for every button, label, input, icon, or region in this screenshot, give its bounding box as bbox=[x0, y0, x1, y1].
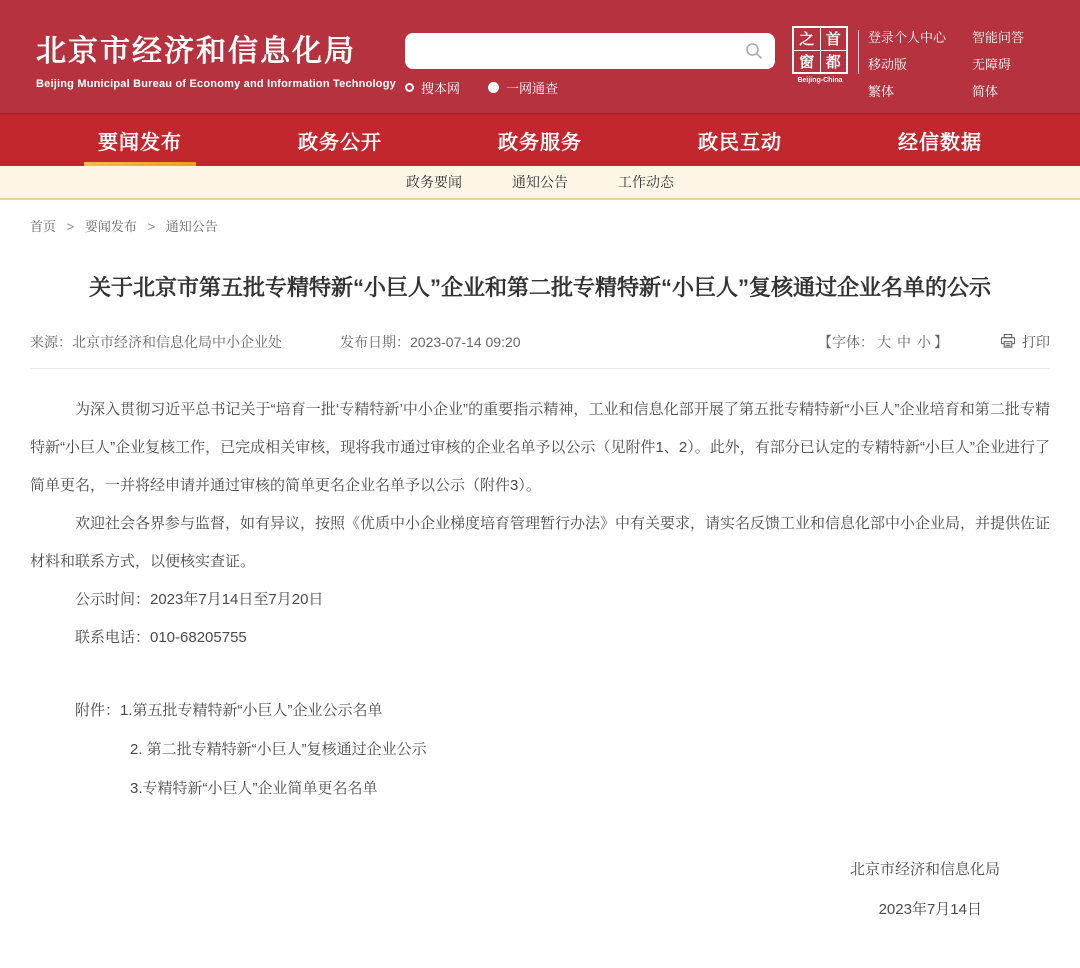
breadcrumb-home[interactable]: 首页 bbox=[30, 219, 57, 234]
site-title-english: Beijing Municipal Bureau of Economy and Information Technology bbox=[36, 78, 396, 90]
link-smart-qa[interactable]: 智能问答 bbox=[972, 30, 1025, 45]
search-box bbox=[405, 33, 775, 69]
scope-label: 一网通查 bbox=[506, 81, 559, 96]
nav-item-news-release[interactable] bbox=[40, 114, 240, 166]
subnav-item-notices[interactable]: 通知公告 bbox=[512, 174, 568, 190]
article-title: 关于北京市第五批专精特新“小巨人”企业和第二批专精特新“小巨人”复核通过企业名单的公示 bbox=[88, 275, 991, 300]
article-content bbox=[30, 391, 1050, 930]
search-icon[interactable] bbox=[745, 42, 763, 60]
subnav-item-work-updates[interactable]: 工作动态 bbox=[618, 174, 674, 190]
font-size-small-button[interactable]: 小 bbox=[917, 334, 931, 350]
contact-phone: 联系电话：010-68205755 bbox=[75, 629, 247, 646]
font-size-large-button[interactable]: 大 bbox=[877, 334, 891, 350]
attachment-2[interactable]: 2. 第二批专精特新“小巨人”复核通过企业公示 bbox=[130, 741, 427, 758]
meta-publish-date bbox=[340, 332, 521, 352]
seal-char: 都 bbox=[821, 51, 847, 73]
nav-label: 要闻发布 bbox=[98, 131, 182, 154]
link-traditional-chinese[interactable]: 繁体 bbox=[868, 84, 895, 99]
site-header bbox=[0, 0, 1080, 113]
nav-label: 政务服务 bbox=[498, 131, 582, 154]
font-size-controls bbox=[818, 332, 948, 352]
attachment-1[interactable]: 附件：1.第五批专精特新“小巨人”企业公示名单 bbox=[75, 702, 383, 719]
scope-option-site[interactable] bbox=[405, 78, 460, 97]
quick-links-column-1 bbox=[868, 27, 950, 100]
nav-item-economy-info-data[interactable] bbox=[840, 114, 1040, 166]
breadcrumb-notices[interactable]: 通知公告 bbox=[165, 219, 218, 234]
printer-icon bbox=[1000, 333, 1016, 352]
sub-navigation bbox=[0, 166, 1080, 200]
signature-date: 2023年7月14日 bbox=[878, 901, 982, 918]
font-size-medium-button[interactable]: 中 bbox=[897, 334, 911, 350]
font-controls-prefix: 【字体： bbox=[818, 334, 874, 350]
source-label: 来源： bbox=[30, 334, 72, 350]
paragraph: 为深入贯彻习近平总书记关于“培育一批‘专精特新’中小企业”的重要指示精神，工业和信息化部开展了第五批专精特新“小巨人”企业培育和第二批专精特新“小巨人”企业复核工作，已完成相关审核，现将我市通过审核的企业名单予以公示（见附件1、2）。此外，有部分已认定的专精特新“小巨人”企业进行了简单更名，一并将经申请并通过审核的简单更名企业名单予以公示（附件3）。 bbox=[30, 401, 1050, 494]
font-controls-suffix: 】 bbox=[934, 334, 948, 350]
link-accessibility[interactable]: 无障碍 bbox=[972, 57, 1012, 72]
meta-tools bbox=[818, 332, 1050, 352]
site-logo[interactable] bbox=[36, 26, 396, 90]
capital-window-seal-logo[interactable] bbox=[792, 26, 848, 84]
article-meta-row bbox=[30, 332, 1050, 369]
link-mobile-version[interactable]: 移动版 bbox=[868, 57, 908, 72]
attachment-3[interactable]: 3.专精特新“小巨人”企业简单更名名单 bbox=[130, 780, 378, 797]
link-login-center[interactable]: 登录个人中心 bbox=[868, 30, 947, 45]
attachments-list bbox=[30, 691, 1050, 808]
seal-grid-icon bbox=[792, 26, 848, 74]
publicity-period: 公示时间：2023年7月14日至7月20日 bbox=[75, 591, 324, 608]
scope-option-network[interactable] bbox=[488, 78, 558, 97]
breadcrumb-news-release[interactable]: 要闻发布 bbox=[84, 219, 137, 234]
nav-label: 经信数据 bbox=[898, 131, 982, 154]
nav-item-public-interaction[interactable] bbox=[640, 114, 840, 166]
site-title: 北京市经济和信息化局 bbox=[36, 35, 356, 68]
source-value: 北京市经济和信息化局中小企业处 bbox=[72, 334, 282, 350]
seal-char: 之 bbox=[794, 28, 820, 50]
search-area bbox=[405, 33, 775, 97]
link-simplified-chinese[interactable]: 简体 bbox=[972, 84, 999, 99]
nav-label: 政民互动 bbox=[698, 131, 782, 154]
search-scope-options bbox=[405, 78, 775, 97]
nav-label: 政务公开 bbox=[298, 131, 382, 154]
date-value: 2023-07-14 09:20 bbox=[410, 334, 521, 350]
breadcrumb-separator: > bbox=[66, 219, 75, 234]
meta-source bbox=[30, 332, 282, 352]
nav-item-government-disclosure[interactable] bbox=[240, 114, 440, 166]
quick-links-column-2 bbox=[972, 27, 1054, 100]
radio-ring-icon bbox=[405, 83, 414, 92]
breadcrumb-separator: > bbox=[147, 219, 156, 234]
paragraph: 欢迎社会各界参与监督，如有异议，按照《优质中小企业梯度培育管理暂行办法》中有关要求，请实名反馈工业和信息化部中小企业局，并提供佐证材料和联系方式，以便核实查证。 bbox=[30, 515, 1051, 570]
seal-char: 窗 bbox=[794, 51, 820, 73]
seal-char: 首 bbox=[821, 28, 847, 50]
radio-dot-icon bbox=[488, 82, 499, 93]
print-button[interactable] bbox=[1000, 332, 1050, 352]
header-divider bbox=[858, 30, 859, 74]
header-quick-links bbox=[868, 27, 1054, 100]
article-main bbox=[0, 271, 1080, 930]
subnav-item-government-news[interactable]: 政务要闻 bbox=[406, 174, 462, 190]
scope-label: 搜本网 bbox=[421, 81, 461, 96]
print-label: 打印 bbox=[1022, 334, 1050, 350]
search-input[interactable] bbox=[417, 33, 745, 69]
main-navigation bbox=[0, 113, 1080, 166]
signature-organization: 北京市经济和信息化局 bbox=[849, 861, 1000, 878]
seal-caption: Beijing-China bbox=[797, 77, 843, 84]
date-label: 发布日期： bbox=[340, 334, 410, 350]
nav-item-government-services[interactable] bbox=[440, 114, 640, 166]
breadcrumb bbox=[0, 200, 1080, 235]
article-signature bbox=[30, 850, 1050, 930]
